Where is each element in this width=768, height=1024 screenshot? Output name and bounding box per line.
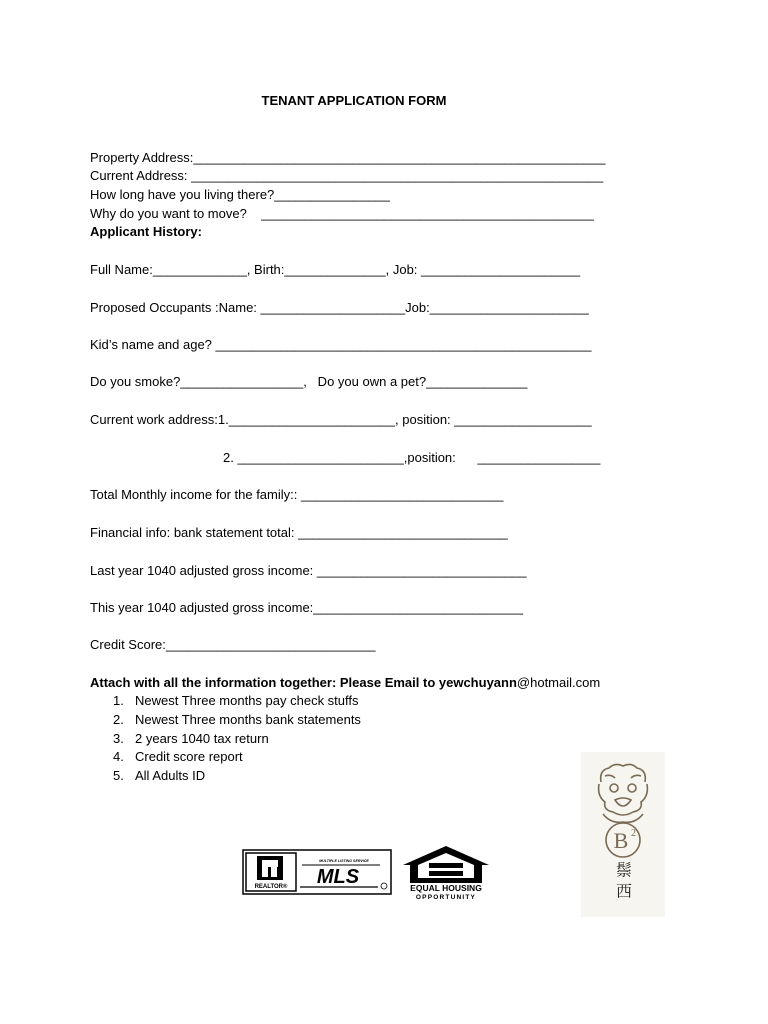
mls-caption: MULTIPLE LISTING SERVICE [319, 859, 369, 863]
equal-housing-house-icon [400, 845, 492, 900]
smoke-pet-field[interactable]: Do you smoke?_________________, Do you own a pet?______________ [90, 374, 528, 389]
realtor-mls-logo [242, 849, 392, 895]
b2-superscript: 2 [631, 828, 636, 839]
proposed-occupants-field[interactable]: Proposed Occupants :Name: ____________________Job:______________________ [90, 300, 589, 315]
email-domain[interactable]: @hotmail.com [516, 675, 601, 690]
applicant-history-heading: Applicant History: [90, 224, 202, 239]
property-address-field[interactable]: Property Address:_________________________________________________________ [90, 150, 606, 165]
form-title: TENANT APPLICATION FORM [261, 93, 447, 108]
kids-field[interactable]: Kid’s name and age? ____________________________________________________ [90, 337, 592, 352]
bank-total-field[interactable]: Financial info: bank statement total: _____________________________ [90, 525, 508, 540]
attach-instructions [90, 675, 600, 691]
checklist-number: 1. [113, 693, 124, 708]
equal-housing-text: EQUAL HOUSING [410, 883, 482, 893]
realtor-wordmark: REALTOR® [254, 884, 288, 890]
credit-score-field[interactable]: Credit Score:_____________________________ [90, 637, 376, 652]
work-address-2-field[interactable]: 2. _______________________,position: _________________ [223, 450, 601, 465]
b2-brand-logo [581, 752, 665, 917]
work-address-1-field[interactable]: Current work address:1._______________________, position: ___________________ [90, 412, 592, 427]
monthly-income-field[interactable]: Total Monthly income for the family:: ____________________________ [90, 487, 504, 502]
checklist-number: 2. [113, 712, 124, 727]
how-long-field[interactable]: How long have you living there?________________ [90, 187, 390, 202]
checklist-number: 5. [113, 768, 124, 783]
b2-chinese-characters: 鬃 西 [613, 861, 633, 899]
this-year-income-field[interactable]: This year 1040 adjusted gross income:_____________________________ [90, 600, 523, 615]
checklist-item: All Adults ID [135, 768, 206, 783]
current-address-field[interactable]: Current Address: _________________________________________________________ [90, 168, 604, 183]
b2-letter: B [613, 828, 629, 853]
checklist-number: 3. [113, 731, 124, 746]
why-move-field[interactable]: Why do you want to move? ______________________________________________ [90, 206, 594, 221]
attach-bold-text: Attach with all the information together: Please Email to yewchuyann [90, 675, 517, 690]
opportunity-text: OPPORTUNITY [415, 894, 477, 900]
checklist-item: Newest Three months bank statements [135, 712, 361, 727]
checklist-item: Newest Three months pay check stuffs [135, 693, 359, 708]
checklist-item: 2 years 1040 tax return [135, 731, 269, 746]
checklist-number: 4. [113, 749, 124, 764]
full-name-field[interactable]: Full Name:_____________, Birth:______________, Job: ______________________ [90, 262, 581, 277]
equal-housing-logo [400, 845, 492, 900]
mls-wordmark: MLS [316, 866, 360, 888]
realtor-mls-logo-graphic [242, 849, 392, 895]
lion-head-icon [581, 752, 665, 917]
last-year-income-field[interactable]: Last year 1040 adjusted gross income: _____________________________ [90, 563, 527, 578]
checklist-item: Credit score report [135, 749, 243, 764]
